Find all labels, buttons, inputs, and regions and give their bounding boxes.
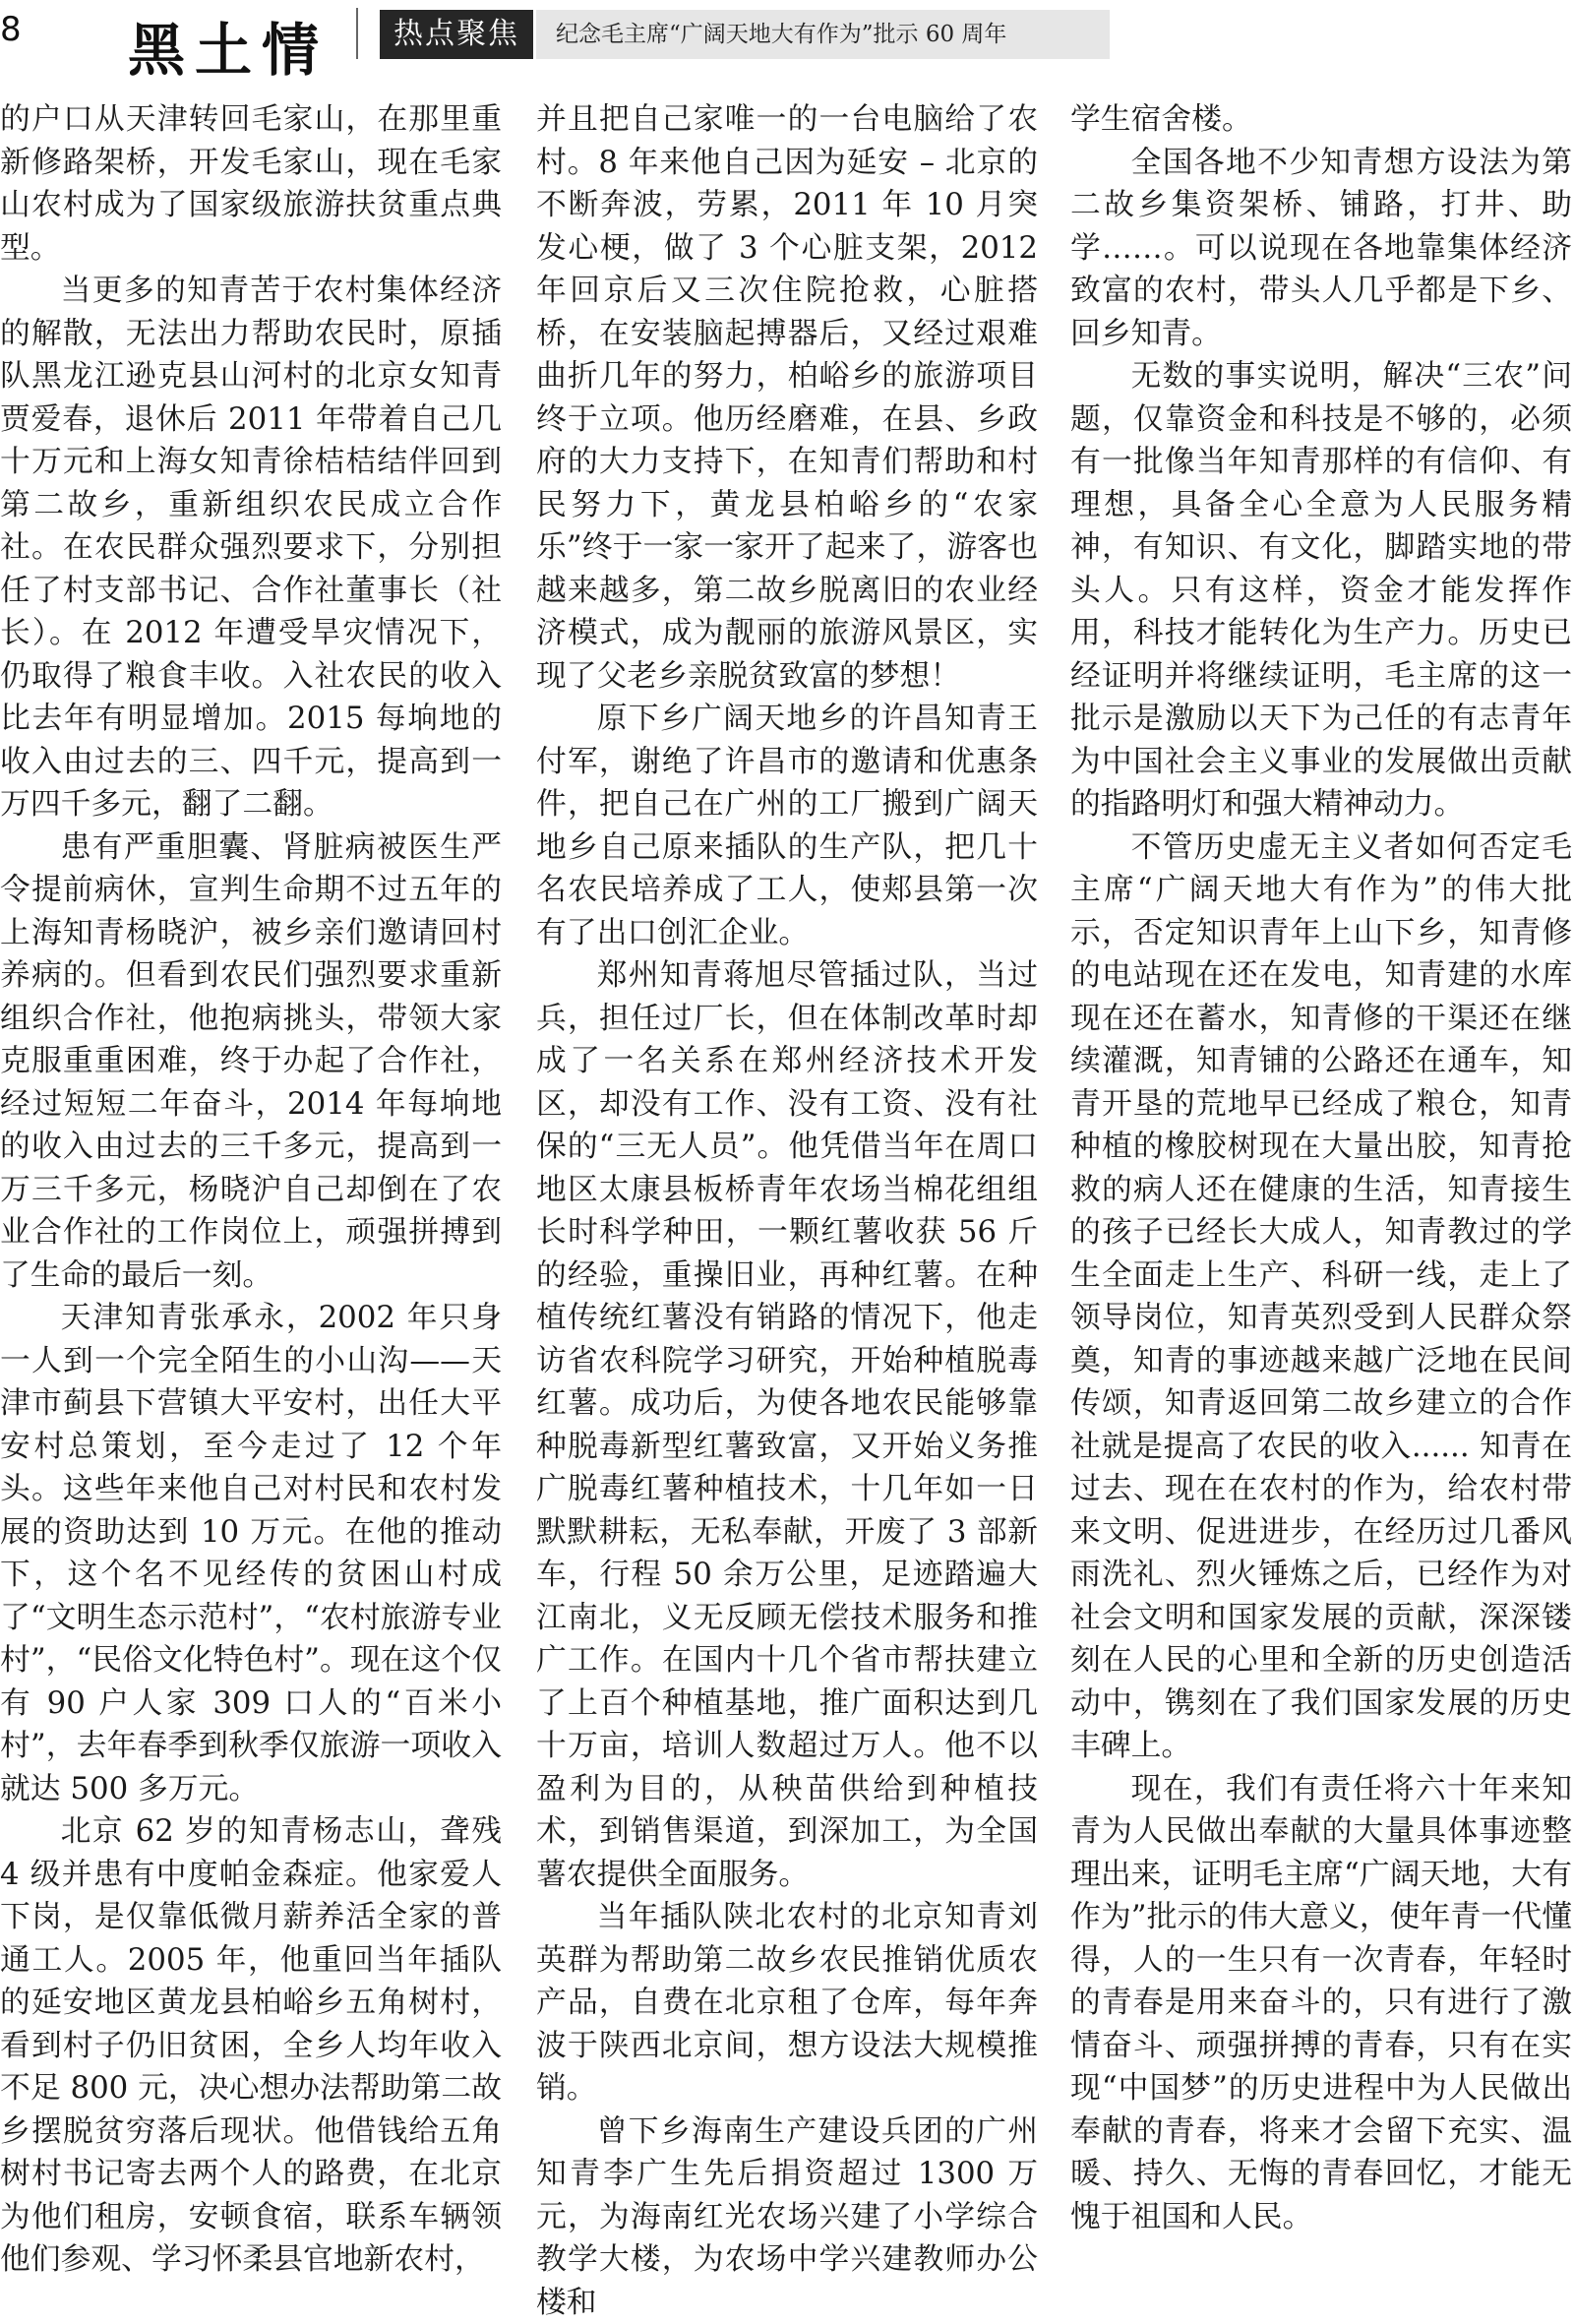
article-column-2 [536, 98, 1038, 2268]
paragraph: 并且把自己家唯一的一台电脑给了农村。8 年来他自己因为延安 – 北京的不断奔波，劳累，2011 年 10 月突发心梗，做了 3 个心脏支架，2012 年回京后又三次住院抢救，心脏搭桥，在安装脑起搏器后，又经过艰难曲折几年的努力，柏峪乡的旅游项目终于立项。他历经磨难，在县、乡政府的大力支持下，在知青们帮助和村民努力下，黄龙县柏峪乡的“农家乐”终于一家一家开了起来了，游客也越来越多，第二故乡脱离旧的农业经济模式，成为靓丽的旅游风景区，实现了父老乡亲脱贫致富的梦想！ [536, 98, 1038, 698]
paragraph: 现在，我们有责任将六十年来知青为人民做出奉献的大量具体事迹整理出来，证明毛主席“广阔天地，大有作为”批示的伟大意义，使年青一代懂得，人的一生只有一次青春，年轻时的青春是用来奋斗的，只有进行了激情奋斗、顽强拼搏的青春，只有在实现“中国梦”的历史进程中为人民做出奉献的青春，将来才会留下充实、温暖、持久、无悔的青春回忆，才能无愧于祖国和人民。 [1070, 1768, 1572, 2239]
paragraph: 天津知青张承永，2002 年只身一人到一个完全陌生的小山沟——天津市蓟县下营镇大平安村，出任大平安村总策划，至今走过了 12 个年头。这些年来他自己对村民和农村发展的资助达到 10 万元。在他的推动下，这个名不见经传的贫困山村成了“文明生态示范村”，“农村旅游专业村”，“民俗文化特色村”。现在这个仅有 90 户人家 309 口人的“百米小村”，去年春季到秋季仅旅游一项收入就达 500 多万元。 [0, 1297, 502, 1810]
paragraph: 当年插队陕北农村的北京知青刘英群为帮助第二故乡农民推销优质农产品，自费在北京租了仓库，每年奔波于陕西北京间，想方设法大规模推销。 [536, 1896, 1038, 2110]
paragraph: 郑州知青蒋旭尽管插过队，当过兵，担任过厂长，但在体制改革时却成了一名关系在郑州经济技术开发区，却没有工作、没有工资、没有社保的“三无人员”。他凭借当年在周口地区太康县板桥青年农场当棉花组组长时科学种田，一颗红薯收获 56 斤的经验，重操旧业，再种红薯。在种植传统红薯没有销路的情况下，他走访省农科院学习研究，开始种植脱毒红薯。成功后，为使各地农民能够靠种脱毒新型红薯致富，又开始义务推广脱毒红薯种植技术，十几年如一日默默耕耘，无私奉献，开废了 3 部新车，行程 50 余万公里，足迹踏遍大江南北，义无反顾无偿技术服务和推广工作。在国内十几个省市帮扶建立了上百个种植基地，推广面积达到几十万亩，培训人数超过万人。他不以盈利为目的，从秧苗供给到种植技术，到销售渠道，到深加工，为全国薯农提供全面服务。 [536, 954, 1038, 1896]
paragraph: 北京 62 岁的知青杨志山，聋残 4 级并患有中度帕金森症。他家爱人下岗，是仅靠低微月薪养活全家的普通工人。2005 年，他重回当年插队的延安地区黄龙县柏峪乡五角树村，看到村子仍旧贫困，全乡人均年收入不足 800 元，决心想办法帮助第二故乡摆脱贫穷落后现状。他借钱给五角树村书记寄去两个人的路费，在北京为他们租房，安顿食宿，联系车辆领他们参观、学习怀柔县官地新农村， [0, 1810, 502, 2282]
section-banner: 纪念毛主席“广阔天地大有作为”批示 60 周年 [536, 10, 1110, 59]
paragraph: 患有严重胆囊、肾脏病被医生严令提前病休，宣判生命期不过五年的上海知青杨晓沪，被乡亲们邀请回村养病的。但看到农民们强烈要求重新组织合作社，他抱病挑头，带领大家克服重重困难，终于办起了合作社，经过短短二年奋斗，2014 年每垧地的收入由过去的三千多元，提高到一万三千多元，杨晓沪自己却倒在了农业合作社的工作岗位上，顽强拼搏到了生命的最后一刻。 [0, 826, 502, 1298]
paragraph: 原下乡广阔天地乡的许昌知青王付军，谢绝了许昌市的邀请和优惠条件，把自己在广州的工厂搬到广阔天地乡自己原来插队的生产队，把几十名农民培养成了工人，使郏县第一次有了出口创汇企业。 [536, 698, 1038, 954]
paragraph: 学生宿舍楼。 [1070, 98, 1572, 142]
header-divider [356, 8, 358, 59]
section-badge: 热点聚焦 [380, 10, 533, 59]
paragraph: 无数的事实说明，解决“三农”问题，仅靠资金和科技是不够的，必须有一批像当年知青那样的有信仰、有理想，具备全心全意为人民服务精神，有知识、有文化，脚踏实地的带头人。只有这样，资金才能发挥作用，科技才能转化为生产力。历史已经证明并将继续证明，毛主席的这一批示是激励以天下为己任的有志青年为中国社会主义事业的发展做出贡献的指路明灯和强大精神动力。 [1070, 355, 1572, 826]
paragraph: 不管历史虚无主义者如何否定毛主席“广阔天地大有作为”的伟大批示，否定知识青年上山下乡，知青修的电站现在还在发电，知青建的水库现在还在蓄水，知青修的干渠还在继续灌溉，知青铺的公路还在通车，知青开垦的荒地早已经成了粮仓，知青种植的橡胶树现在大量出胶，知青抢救的病人还在健康的生活，知青接生的孩子已经长大成人，知青教过的学生全面走上生产、科研一线，走上了领导岗位，知青英烈受到人民群众祭奠，知青的事迹越来越广泛地在民间传颂，知青返回第二故乡建立的合作社就是提高了农民的收入...... 知青在过去、现在在农村的作为，给农村带来文明、促进进步，在经历过几番风雨洗礼、烈火锤炼之后，已经作为对社会文明和国家发展的贡献，深深镂刻在人民的心里和全新的历史创造活动中，镌刻在了我们国家发展的历史丰碑上。 [1070, 826, 1572, 1768]
page-header [0, 0, 1574, 89]
article-column-3 [1070, 98, 1572, 2268]
article-column-1 [0, 98, 502, 2268]
page-number: 8 [0, 10, 22, 49]
masthead-logo: 黑土情 [128, 4, 329, 87]
paragraph: 当更多的知青苦于农村集体经济的解散，无法出力帮助农民时，原插队黑龙江逊克县山河村的北京女知青贾爱春，退休后 2011 年带着自己几十万元和上海女知青徐桔桔结伴回到第二故乡，重新组织农民成立合作社。在农民群众强烈要求下，分别担任了村支部书记、合作社董事长（社长）。在 2012 年遭受旱灾情况下，仍取得了粮食丰收。入社农民的收入比去年有明显增加。2015 每垧地的收入由过去的三、四千元，提高到一万四千多元，翻了二翻。 [0, 270, 502, 826]
paragraph: 的户口从天津转回毛家山，在那里重新修路架桥，开发毛家山，现在毛家山农村成为了国家级旅游扶贫重点典型。 [0, 98, 502, 270]
paragraph: 全国各地不少知青想方设法为第二故乡集资架桥、铺路，打井、助学……。可以说现在各地靠集体经济致富的农村，带头人几乎都是下乡、回乡知青。 [1070, 142, 1572, 356]
paragraph: 曾下乡海南生产建设兵团的广州知青李广生先后捐资超过 1300 万元，为海南红光农场兴建了小学综合教学大楼，为农场中学兴建教师办公楼和 [536, 2110, 1038, 2324]
article-body [0, 98, 1574, 2268]
